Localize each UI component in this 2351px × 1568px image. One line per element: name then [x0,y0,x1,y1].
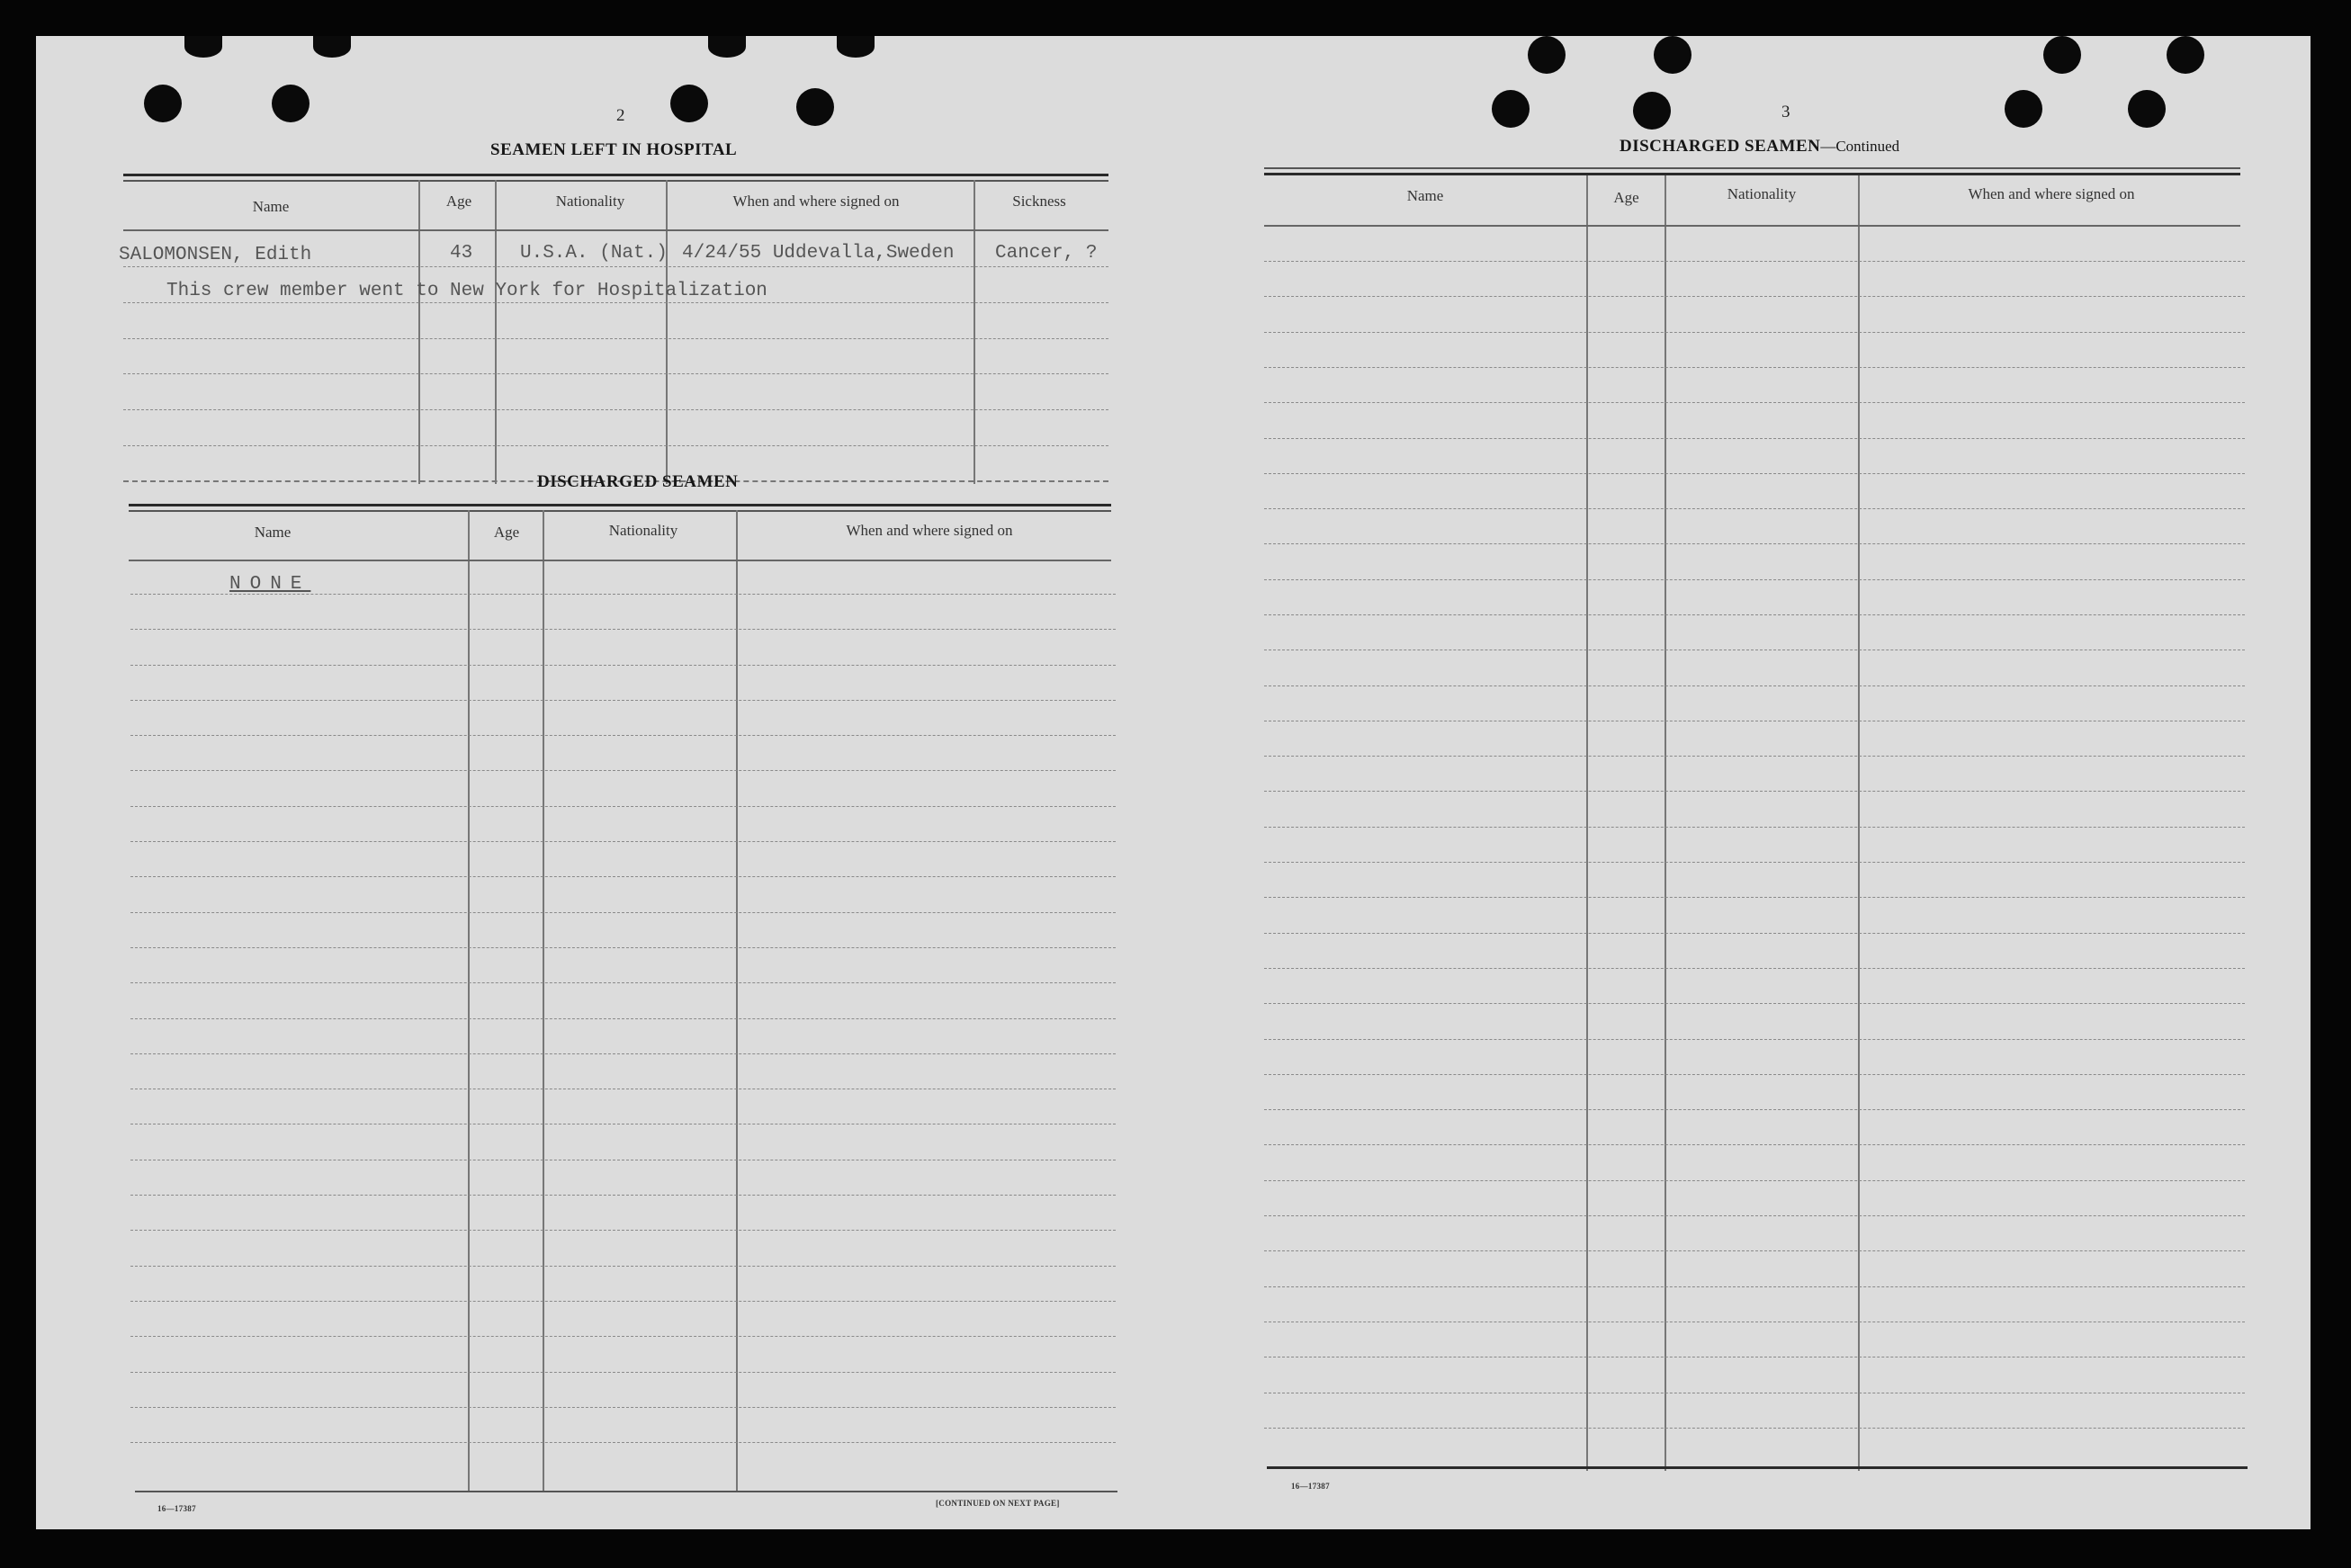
row-line [130,594,1116,595]
row-line [1264,1003,2245,1004]
row-line [1264,1286,2245,1287]
column-divider [666,180,668,484]
rule [135,1491,1117,1492]
row-line [123,445,1108,446]
row-line [1264,685,2245,686]
column-header-nationality: Nationality [608,522,678,539]
section-title: SEAMEN LEFT IN HOSPITAL [490,140,738,159]
row-line [1264,402,2245,403]
row-line [1264,933,2245,934]
row-line [130,770,1116,771]
row-line [123,373,1108,374]
row-line [1264,614,2245,615]
column-header-age: Age [1613,189,1639,206]
column-header-signed-on: When and where signed on [732,193,900,210]
row-line [1264,261,2245,262]
row-line [130,1372,1116,1373]
continued-note: [CONTINUED ON NEXT PAGE] [936,1499,1060,1508]
section-title: DISCHARGED SEAMEN [537,472,739,491]
patient-age: 43 [450,243,473,264]
column-divider [1858,175,1860,1471]
row-line [130,982,1116,983]
row-line [1264,473,2245,474]
row-line [1264,508,2245,509]
row-line [130,665,1116,666]
row-line [1264,1109,2245,1110]
page-number: 3 [1781,103,1790,121]
row-line [130,912,1116,913]
patient-signed-on: 4/24/55 Uddevalla,Sweden [682,243,955,264]
row-line [130,876,1116,877]
column-header-signed-on: When and where signed on [846,522,1013,539]
right-page [1170,36,2311,1529]
column-header-nationality: Nationality [1727,185,1797,202]
hospital-remark: This crew member went to New York for Hospitalization [166,281,767,301]
row-line [1264,579,2245,580]
row-line [1264,543,2245,544]
row-line [130,1230,1116,1231]
page-number: 2 [616,106,625,125]
row-line [130,1336,1116,1337]
section-title-suffix: —Continued [1820,138,1900,155]
patient-nationality: U.S.A. (Nat.) [520,243,668,264]
row-line [123,266,1108,267]
row-line [1264,827,2245,828]
row-line [1264,438,2245,439]
row-line [1264,367,2245,368]
rule [129,510,1111,512]
row-line [1264,897,2245,898]
row-line [123,229,1108,231]
column-divider [736,510,738,1491]
document-sheet [36,36,2311,1529]
row-line [130,947,1116,948]
row-line [130,1053,1116,1054]
row-line [1264,1215,2245,1216]
rule [1264,173,2240,175]
section-title [1620,137,1899,157]
column-divider [543,510,544,1491]
column-header-nationality: Nationality [555,193,625,210]
row-line [123,302,1108,303]
form-number: 16—17387 [1291,1482,1330,1491]
row-line [1264,1039,2245,1040]
form-number: 16—17387 [157,1504,196,1513]
column-divider [1586,175,1588,1471]
row-line [1264,225,2240,227]
rule [123,180,1108,182]
row-line [1264,1144,2245,1145]
row-line [1264,1250,2245,1251]
row-line [130,700,1116,701]
patient-sickness: Cancer, ? [995,243,1098,264]
row-line [1264,756,2245,757]
column-divider [974,180,975,484]
row-line [130,806,1116,807]
column-header-age: Age [493,524,520,541]
row-line [1264,332,2245,333]
row-line [1264,1428,2245,1429]
row-line [1264,1180,2245,1181]
row-line [129,560,1111,561]
column-divider [468,510,470,1491]
rule [129,504,1111,506]
left-page [36,36,1170,1529]
row-line [130,1018,1116,1019]
row-line [1264,1074,2245,1075]
row-line [1264,968,2245,969]
column-header-name: Name [1406,187,1444,204]
row-line [123,338,1108,339]
rule [1264,167,2240,169]
column-header-name: Name [252,198,290,215]
row-line [130,1442,1116,1443]
row-line [123,409,1108,410]
rule [1267,1466,2248,1469]
none-entry: NONE [229,574,311,595]
column-divider [418,180,420,484]
column-header-name: Name [254,524,292,541]
column-divider [1665,175,1666,1471]
rule [123,174,1108,176]
column-header-signed-on: When and where signed on [1968,185,2135,202]
row-line [130,629,1116,630]
section-title-text: DISCHARGED SEAMEN [1620,137,1821,156]
row-line [130,1301,1116,1302]
row-line [1264,296,2245,297]
row-line [1264,791,2245,792]
column-divider [495,180,497,484]
patient-name: SALOMONSEN, Edith [119,245,312,265]
column-header-sickness: Sickness [1012,193,1066,210]
row-line [130,1195,1116,1196]
row-line [130,1266,1116,1267]
row-line [1264,862,2245,863]
column-header-age: Age [445,193,472,210]
row-line [130,735,1116,736]
row-line [130,841,1116,842]
row-line [130,1407,1116,1408]
